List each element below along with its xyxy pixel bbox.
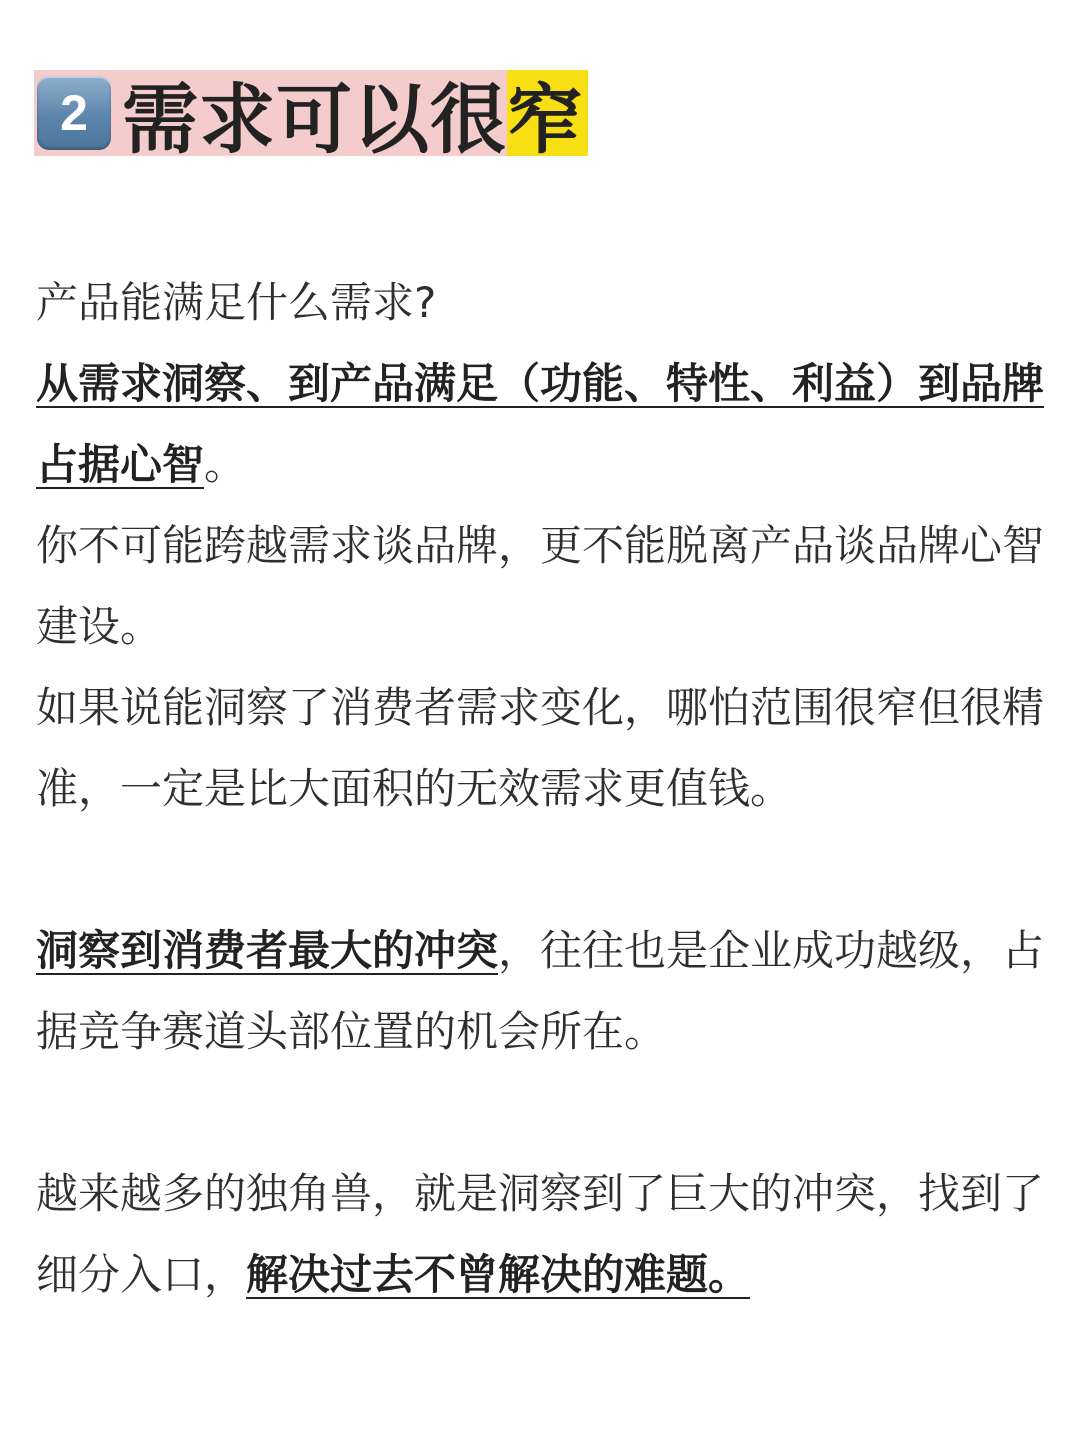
title-highlight: 窄: [507, 70, 588, 156]
unicorn-start: 越来越多的独角兽，就是洞察到了巨大的冲突，找到了细分入口，: [36, 1169, 1045, 1299]
underlined-conflict: 洞察到消费者最大的冲突: [36, 926, 499, 975]
spacer: [36, 829, 1066, 910]
page-title: [34, 70, 588, 164]
conflict-rest: ，往往也是企业成功越级，占据竞争赛道头部位置的机会所在。: [36, 926, 1045, 1056]
paragraph-question: 产品能满足什么需求?: [36, 278, 437, 327]
underlined-chain: 从需求洞察、到产品满足（功能、特性、利益）到品牌占据心智: [36, 359, 1045, 489]
number-badge: [34, 70, 114, 156]
article-body: [36, 262, 1066, 1315]
paragraph-insight: 如果说能洞察了消费者需求变化，哪怕范围很窄但很精准，一定是比大面积的无效需求更值钱。: [36, 683, 1045, 813]
paragraph-unicorn: [36, 1153, 1066, 1315]
spacer: [36, 1072, 1066, 1153]
underlined-solution: 解决过去不曾解决的难题。: [246, 1250, 751, 1299]
title-text: [114, 70, 588, 164]
title-main: 需求可以很: [114, 70, 507, 156]
paragraph-conflict: [36, 910, 1066, 1072]
paragraph-brand: 你不可能跨越需求谈品牌，更不能脱离产品谈品牌心智建设。: [36, 521, 1045, 651]
keycap-number-icon: 2: [37, 76, 111, 150]
paragraph-chain: [36, 343, 1066, 505]
chain-period: 。: [204, 440, 247, 489]
